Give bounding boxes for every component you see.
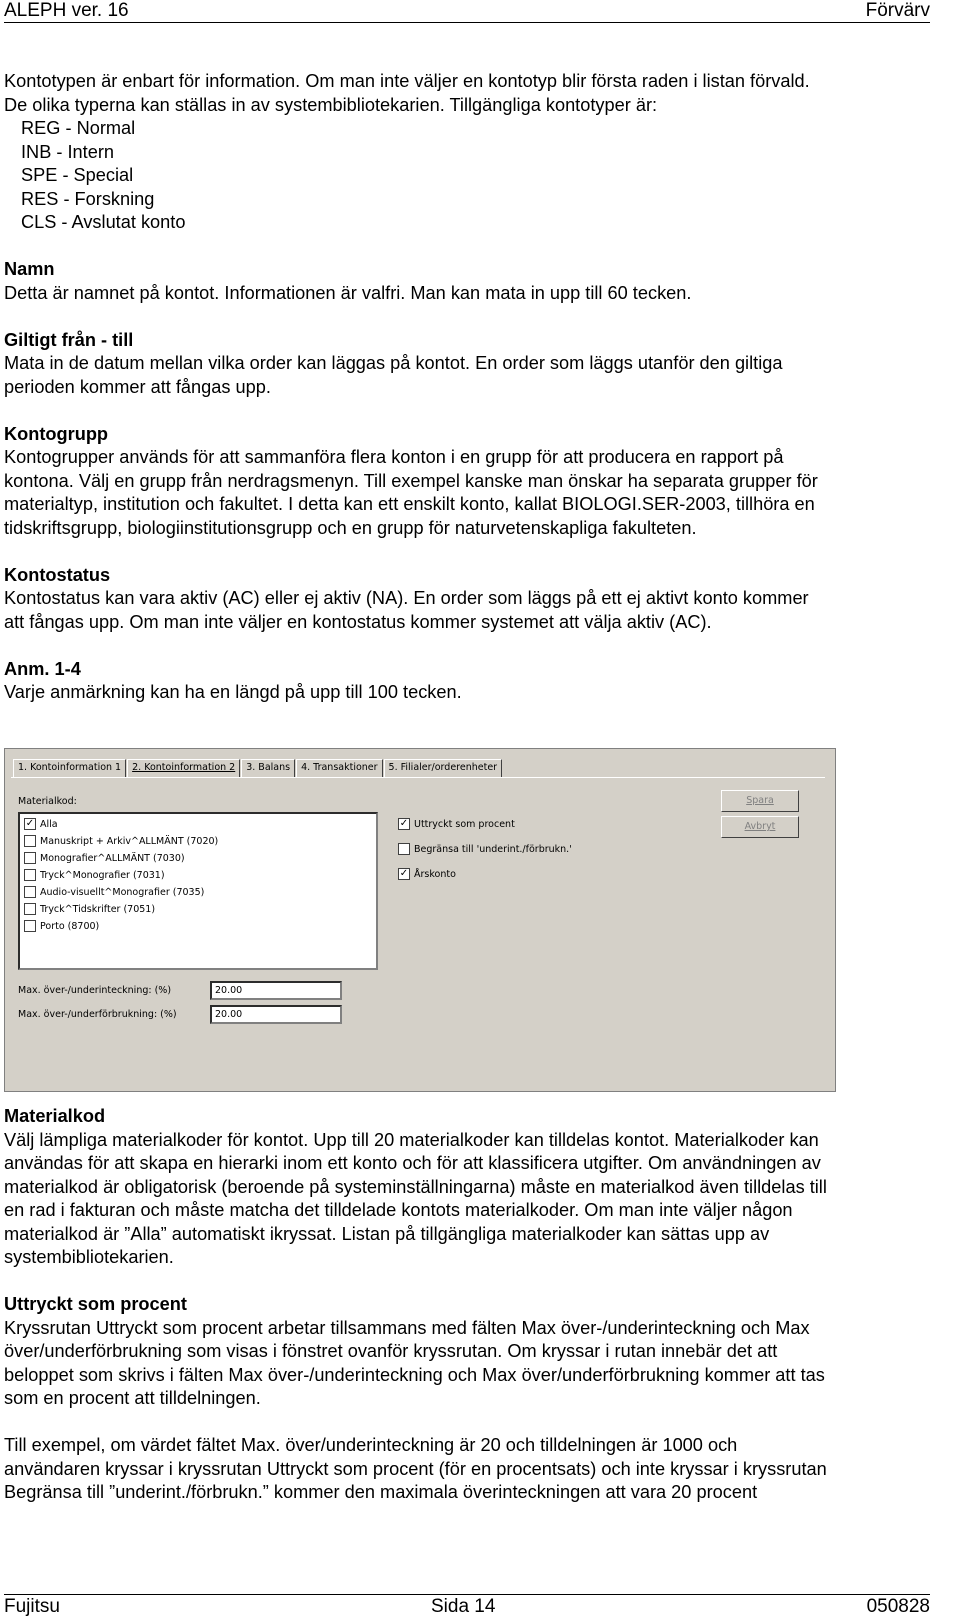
arskonto-option[interactable]: [398, 868, 456, 880]
section-text: Varje anmärkning kan ha en längd på upp till 100 tecken.: [4, 682, 462, 702]
header-left: ALEPH ver. 16: [4, 0, 129, 21]
section-heading: Kontostatus: [4, 564, 111, 585]
uttryckt-option[interactable]: [398, 818, 515, 830]
tab-panel: [11, 777, 825, 1085]
checkbox[interactable]: [24, 920, 36, 932]
section-text: materialtyp, institution och fakultet. I detta kan ett enskilt konto, kallat BIOLOGI.SER-2003, tillhöra en: [4, 494, 815, 514]
section-text: materialkod är obligatorisk (beroende på systeminställningarna) måste en materialkod även tilldelas till: [4, 1176, 827, 1197]
tab-filialer[interactable]: 5. Filialer/orderenheter: [384, 759, 503, 777]
option-label: Årskonto: [414, 868, 456, 880]
begransa-option[interactable]: [398, 843, 572, 855]
section-text: Till exempel, om värdet fältet Max. över/underinteckning är 20 och tilldelningen är 1000 och: [4, 1435, 738, 1455]
type-item: RES - Forskning: [21, 188, 155, 209]
max-under-input[interactable]: 20.00: [210, 981, 342, 1000]
list-item[interactable]: [24, 852, 185, 864]
list-item[interactable]: [24, 869, 165, 881]
option-label: Uttryckt som procent: [414, 818, 515, 830]
list-item[interactable]: [24, 818, 58, 830]
list-item-label: Porto (8700): [40, 920, 100, 932]
document-body: [4, 70, 930, 705]
list-item[interactable]: [24, 920, 99, 932]
section-text: tidskriftsgrupp, biologiinstitutionsgrupp och en grupp för naturvetenskapliga fakulteten.: [4, 517, 697, 538]
list-item-label: Monografier^ALLMÄNT (7030): [40, 852, 185, 864]
tab-transaktioner[interactable]: 4. Transaktioner: [296, 759, 382, 777]
max-under-label: Max. över-/underinteckning: (%): [18, 985, 172, 996]
checkbox[interactable]: [398, 843, 410, 855]
section-heading: Namn: [4, 259, 55, 279]
section-text: beloppet som skrivs i fälten Max över-/underinteckning och Max över/underförbrukning kommer att tas: [4, 1364, 825, 1385]
section-heading: Materialkod: [4, 1106, 106, 1126]
section-text: Kryssrutan Uttryckt som procent arbetar tillsammans med fälten Max över-/underinteckning och Max: [4, 1317, 810, 1338]
list-item-label: Manuskript + Arkiv^ALLMÄNT (7020): [40, 835, 219, 847]
list-item[interactable]: [24, 835, 218, 847]
page-footer: [4, 1594, 930, 1617]
max-forbruk-label: Max. över-/underförbrukning: (%): [18, 1009, 177, 1020]
section-text: perioden kommer att fångas upp.: [4, 376, 271, 397]
checkbox[interactable]: ✓: [399, 868, 409, 879]
option-label: Begränsa till 'underint./förbrukn.': [414, 843, 572, 855]
screenshot-dialog: [4, 748, 836, 1092]
checkbox[interactable]: ✓: [25, 818, 35, 829]
section-text: Välj lämpliga materialkoder för kontot. Upp till 20 materialkoder kan tilldelas kontot. Materialkoder kan: [4, 1129, 819, 1150]
list-item-label: Audio-visuellt^Monografier (7035): [40, 886, 205, 898]
section-text: över/underförbrukning som visas i fönstret ovanför kryssrutan. Om kryssar i rutan innebär det att: [4, 1341, 778, 1361]
section-text: att fångas upp. Om man inte väljer en kontostatus kommer systemet att välja aktiv (AC).: [4, 611, 712, 632]
checkbox[interactable]: [24, 869, 36, 881]
type-item: REG - Normal: [21, 118, 136, 138]
footer-right: 050828: [866, 1596, 930, 1617]
section-text: som en procent att tilldelningen.: [4, 1388, 261, 1408]
checkbox[interactable]: [24, 886, 36, 898]
section-text: Detta är namnet på kontot. Informationen är valfri. Man kan mata in upp till 60 tecken.: [4, 282, 692, 303]
type-item: INB - Intern: [21, 141, 114, 162]
tab-kontoinformation-1[interactable]: 1. Kontoinformation 1: [13, 759, 126, 777]
list-item-label: Tryck^Monografier (7031): [40, 869, 165, 881]
section-heading: Anm. 1-4: [4, 658, 81, 679]
materialkod-label: Materialkod:: [18, 796, 77, 807]
checkbox[interactable]: [24, 835, 36, 847]
section-text: Kontostatus kan vara aktiv (AC) eller ej aktiv (NA). En order som läggs på ett ej aktivt konto kommer: [4, 588, 809, 608]
header-right: Förvärv: [865, 0, 930, 21]
section-heading: Giltigt från - till: [4, 329, 134, 350]
list-item-label: Alla: [40, 818, 58, 830]
type-item: CLS - Avslutat konto: [21, 212, 186, 232]
section-text: användaren kryssar i kryssrutan Uttryckt som procent (för en procentsats) och inte kryssar i kryssrutan: [4, 1458, 827, 1479]
section-text: användas för att skapa en hierarki inom ett konto och för att klassificera utgifter. Om användningen av: [4, 1153, 821, 1173]
page-header: [4, 0, 930, 23]
checkbox[interactable]: [24, 852, 36, 864]
footer-left: Fujitsu: [4, 1596, 60, 1617]
tab-balans[interactable]: 3. Balans: [241, 759, 295, 777]
document-body-lower: [4, 1105, 930, 1505]
section-text: Mata in de datum mellan vilka order kan läggas på kontot. En order som läggs utanför den giltiga: [4, 353, 783, 373]
tab-bar: [13, 759, 503, 777]
section-text: kontona. Välj en grupp från nerdragsmenyn. Till exempel kanske man önskar ha separata grupper för: [4, 470, 818, 491]
materialkod-list[interactable]: [18, 812, 378, 970]
list-item[interactable]: [24, 886, 204, 898]
section-heading: Kontogrupp: [4, 423, 109, 444]
intro-line: De olika typerna kan ställas in av systembibliotekarien. Tillgängliga kontotyper är:: [4, 94, 658, 115]
cancel-button[interactable]: Avbryt: [721, 816, 799, 838]
list-item[interactable]: [24, 903, 155, 915]
section-text: systembibliotekarien.: [4, 1247, 174, 1267]
type-item: SPE - Special: [21, 165, 134, 185]
section-heading: Uttryckt som procent: [4, 1294, 187, 1314]
checkbox[interactable]: [24, 903, 36, 915]
save-button[interactable]: Spara: [721, 790, 799, 812]
list-item-label: Tryck^Tidskrifter (7051): [40, 903, 156, 915]
section-text: Begränsa till ”underint./förbrukn.” kommer den maximala överinteckningen att vara 20 procent: [4, 1482, 758, 1502]
checkbox[interactable]: ✓: [399, 818, 409, 829]
max-forbruk-input[interactable]: 20.00: [210, 1005, 342, 1024]
section-text: Kontogrupper används för att sammanföra flera konton i en grupp för att producera en rapport på: [4, 447, 784, 467]
tab-kontoinformation-2[interactable]: 2. Kontoinformation 2: [127, 759, 240, 777]
intro-line: Kontotypen är enbart för information. Om man inte väljer en kontotyp blir första raden i listan förvald.: [4, 71, 810, 91]
section-text: materialkod är ”Alla” automatiskt ikryssat. Listan på tillgängliga materialkoder kan sättas upp av: [4, 1223, 770, 1244]
section-text: en rad i fakturan och måste matcha det tilldelade kontots materialkoder. Om man inte väljer någon: [4, 1200, 793, 1220]
footer-center: Sida 14: [431, 1596, 496, 1617]
